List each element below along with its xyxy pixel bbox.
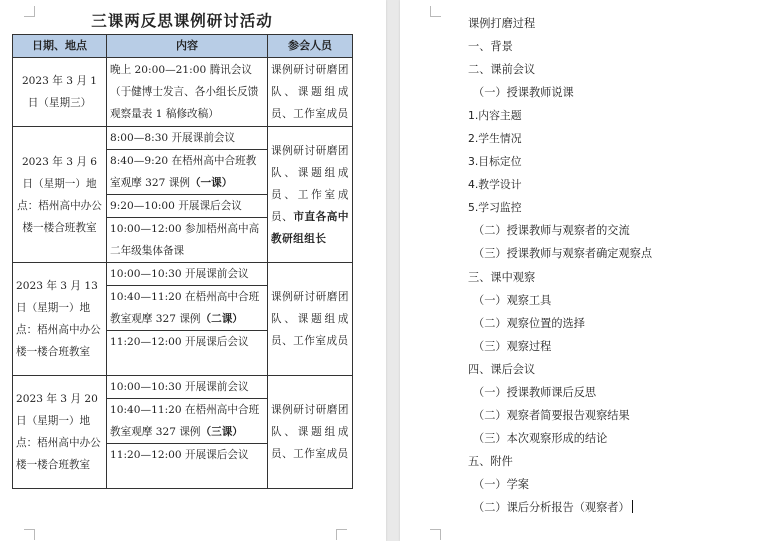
schedule-table xyxy=(12,34,353,489)
crop-mark xyxy=(430,6,441,17)
outline-item: （三）观察过程 xyxy=(473,339,552,353)
crop-mark xyxy=(336,529,347,540)
table-row xyxy=(13,127,353,150)
attendees-cell: 课例研讨研磨团队、课题组成员、工作室成员 xyxy=(268,58,353,127)
column-header-date: 日期、地点 xyxy=(13,35,107,58)
outline-item: 一、背景 xyxy=(468,40,513,54)
outline-item: 3.目标定位 xyxy=(468,155,522,169)
content-text: 8:40—9:20 在梧州高中合班教室观摩 327 课例 xyxy=(110,155,257,189)
outline-heading: 课例打磨过程 xyxy=(468,17,536,30)
outline-item: （二）观察位置的选择 xyxy=(473,316,585,330)
lesson-tag: （一课） xyxy=(189,177,233,189)
table-row xyxy=(13,376,353,399)
content-text: 10:40—11:20 在梧州高中合班教室观摩 327 课例 xyxy=(110,291,260,325)
content-cell: 晚上 20:00—21:00 腾讯会议（于健博士发言、各小组长反馈观察量表 1 稿修改稿） xyxy=(107,58,268,127)
content-cell: 11:20—12:00 开展课后会议 xyxy=(107,331,268,376)
crop-mark xyxy=(24,529,35,540)
content-cell: 9:20—10:00 开展课后会议 xyxy=(107,195,268,218)
table-row xyxy=(13,263,353,286)
outline-item-last xyxy=(473,496,652,519)
table-row xyxy=(13,58,353,127)
outline-item: 2.学生情况 xyxy=(468,132,522,146)
date-cell: 2023 年 3 月 20 日（星期一）地点：梧州高中办公楼一楼合班教室 xyxy=(13,376,107,489)
outline-item: （二）观察者简要报告观察结果 xyxy=(473,408,630,422)
outline-item: （三）本次观察形成的结论 xyxy=(473,431,608,445)
column-header-attendees: 参会人员 xyxy=(268,35,353,58)
outline-item: （一）观察工具 xyxy=(473,293,552,307)
outline-item: （一）学案 xyxy=(473,477,529,491)
outline-item: 五、附件 xyxy=(468,454,513,468)
outline-item: （三）授课教师与观察者确定观察点 xyxy=(473,247,653,261)
content-cell xyxy=(107,286,268,331)
outline-item: （二）授课教师与观察者的交流 xyxy=(473,224,630,238)
content-cell: 11:20—12:00 开展课后会议 xyxy=(107,444,268,489)
content-cell xyxy=(107,150,268,195)
outline-item: （一）授课教师课后反思 xyxy=(473,385,597,399)
column-header-content: 内容 xyxy=(107,35,268,58)
outline-item: 1.内容主题 xyxy=(468,109,522,123)
outline-item: 5.学习监控 xyxy=(468,201,522,215)
attendees-highlight: 市直各高中教研组组长 xyxy=(271,210,350,245)
content-text: 10:40—11:20 在梧州高中合班教室观摩 327 课例 xyxy=(110,404,260,438)
document-page-right[interactable] xyxy=(400,0,762,541)
crop-mark xyxy=(430,529,441,540)
lesson-tag: （三课） xyxy=(200,426,243,438)
attendees-text: 课例研讨研磨团队、课题组成员、工作室成员、 xyxy=(271,144,349,223)
date-cell: 2023 年 3 月 1 日（星期三） xyxy=(13,58,107,127)
outline-list xyxy=(468,12,652,519)
attendees-cell xyxy=(268,127,353,263)
content-cell: 8:00—8:30 开展课前会议 xyxy=(107,127,268,150)
text-cursor[interactable] xyxy=(632,500,633,513)
content-cell: 10:00—10:30 开展课前会议 xyxy=(107,376,268,399)
outline-item: 三、课中观察 xyxy=(468,270,536,284)
attendees-cell: 课例研讨研磨团队、课题组成员、工作室成员 xyxy=(268,376,353,489)
content-cell: 10:00—12:00 参加梧州高中高二年级集体备课 xyxy=(107,218,268,263)
outline-item: 二、课前会议 xyxy=(468,63,536,77)
attendees-cell: 课例研讨研磨团队、课题组成员、工作室成员 xyxy=(268,263,353,376)
outline-item-text: （二）课后分析报告（观察者） xyxy=(473,500,630,514)
lesson-tag: （二课） xyxy=(200,313,243,325)
outline-item: 四、课后会议 xyxy=(468,362,536,376)
outline-item: 4.教学设计 xyxy=(468,178,522,192)
table-header-row xyxy=(13,35,353,58)
document-title: 三课两反思课例研讨活动 xyxy=(91,11,273,30)
content-cell: 10:00—10:30 开展课前会议 xyxy=(107,263,268,286)
date-cell: 2023 年 3 月 13 日（星期一）地点：梧州高中办公楼一楼合班教室 xyxy=(13,263,107,376)
content-cell xyxy=(107,399,268,444)
outline-item: （一）授课教师说课 xyxy=(473,86,574,100)
date-cell: 2023 年 3 月 6 日（星期一）地点：梧州高中办公楼一楼合班教室 xyxy=(13,127,107,263)
